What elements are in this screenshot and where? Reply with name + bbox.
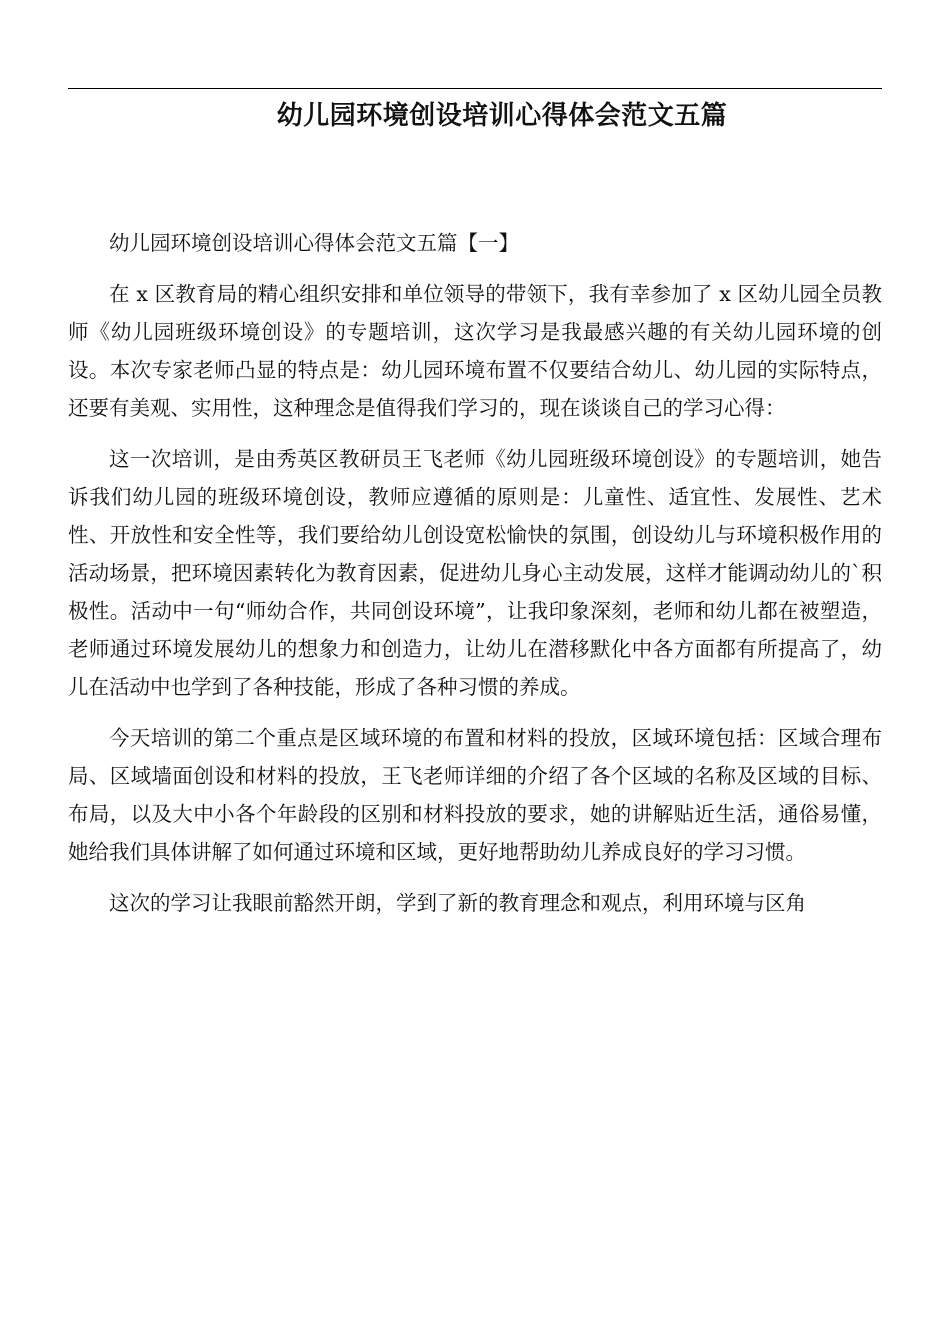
paragraph-3: 今天培训的第二个重点是区域环境的布置和材料的投放，区域环境包括：区域合理布局、区域墙面创设和材料的投放，王飞老师详细的介绍了各个区域的名称及区域的目标、布局，以及大中小各个年龄段的区别和材料投放的要求，她的讲解贴近生活，通俗易懂，她给我们具体讲解了如何通过环境和区域，更好地帮助幼儿养成良好的学习习惯。 (68, 726, 882, 864)
header-rule (68, 88, 882, 89)
paragraph-4: 这次的学习让我眼前豁然开朗，学到了新的教育理念和观点，利用环境与区角 (109, 891, 806, 915)
document-body (68, 224, 882, 935)
section-heading: 幼儿园环境创设培训心得体会范文五篇【一】 (109, 231, 519, 255)
paragraph-2: 这一次培训，是由秀英区教研员王飞老师《幼儿园班级环境创设》的专题培训，她告诉我们幼儿园的班级环境创设，教师应遵循的原则是：儿童性、适宜性、发展性、艺术性、开放性和安全性等，我们要给幼儿创设宽松愉快的氛围，创设幼儿与环境积极作用的活动场景，把环境因素转化为教育因素，促进幼儿身心主动发展，这样才能调动幼儿的`积极性。活动中一句“师幼合作，共同创设环境”，让我印象深刻，老师和幼儿都在被塑造，老师通过环境发展幼儿的想象力和创造力，让幼儿在潜移默化中各方面都有所提高了，幼儿在活动中也学到了各种技能，形成了各种习惯的养成。 (68, 447, 882, 699)
paragraph-1: 在 x 区教育局的精心组织安排和单位领导的带领下，我有幸参加了 x 区幼儿园全员教师《幼儿园班级环境创设》的专题培训，这次学习是我最感兴趣的有关幼儿园环境的创设。本次专家老师凸显的特点是：幼儿园环境布置不仅要结合幼儿、幼儿园的实际特点，还要有美观、实用性，这种理念是值得我们学习的，现在谈谈自己的学习心得： (68, 282, 882, 420)
document-title: 幼儿园环境创设培训心得体会范文五篇 (276, 101, 728, 131)
